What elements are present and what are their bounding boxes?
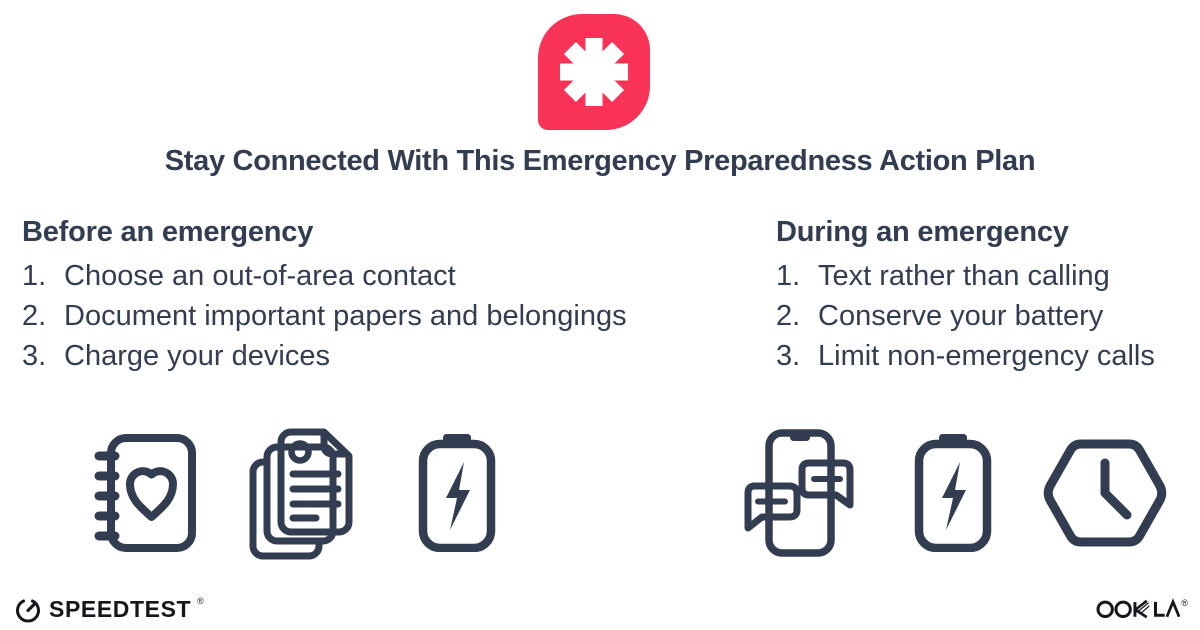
during-emergency-list xyxy=(776,256,1200,376)
contact-notebook-heart-icon xyxy=(94,431,198,555)
page-title: Stay Connected With This Emergency Preparedness Action Plan xyxy=(164,145,1036,177)
list-item-text: Text rather than calling xyxy=(818,260,1110,292)
speedtest-gauge-icon xyxy=(13,594,43,624)
during-emergency-icons xyxy=(742,426,1167,560)
speedtest-trademark: ® xyxy=(197,596,204,606)
list-item xyxy=(776,336,1200,376)
emergency-badge xyxy=(538,14,650,130)
battery-icon xyxy=(914,434,992,552)
before-emergency-heading: Before an emergency xyxy=(22,216,314,248)
list-item-number: 3. xyxy=(776,340,801,372)
before-emergency-list xyxy=(22,256,722,376)
important-documents-icon xyxy=(248,425,356,561)
medical-asterisk-icon xyxy=(560,38,628,106)
charged-battery-icon xyxy=(418,434,496,552)
list-item-number: 2. xyxy=(22,300,47,332)
list-item-number: 3. xyxy=(22,340,47,372)
during-emergency-heading: During an emergency xyxy=(776,216,1069,248)
list-item-number: 1. xyxy=(776,260,801,292)
ookla-logo xyxy=(1096,596,1188,620)
clock-hexagon-icon xyxy=(1043,436,1167,550)
list-item-text: Limit non-emergency calls xyxy=(818,340,1155,372)
list-item-text: Charge your devices xyxy=(64,340,330,372)
speedtest-wordmark: SPEEDTEST xyxy=(49,596,192,622)
ookla-trademark: ® xyxy=(1181,598,1188,608)
list-item xyxy=(22,256,722,296)
list-item-text: Document important papers and belongings xyxy=(64,300,627,332)
list-item-number: 2. xyxy=(776,300,801,332)
list-item xyxy=(22,296,722,336)
list-item-text: Conserve your battery xyxy=(818,300,1104,332)
during-emergency-section xyxy=(776,214,1200,376)
before-emergency-icons xyxy=(94,426,496,560)
list-item-number: 1. xyxy=(22,260,47,292)
list-item xyxy=(776,256,1200,296)
phone-text-messages-icon xyxy=(742,429,856,557)
list-item-text: Choose an out-of-area contact xyxy=(64,260,456,292)
speedtest-logo xyxy=(13,594,204,624)
before-emergency-section xyxy=(22,214,722,376)
list-item xyxy=(776,296,1200,336)
ookla-wordmark xyxy=(1096,596,1180,620)
list-item xyxy=(22,336,722,376)
